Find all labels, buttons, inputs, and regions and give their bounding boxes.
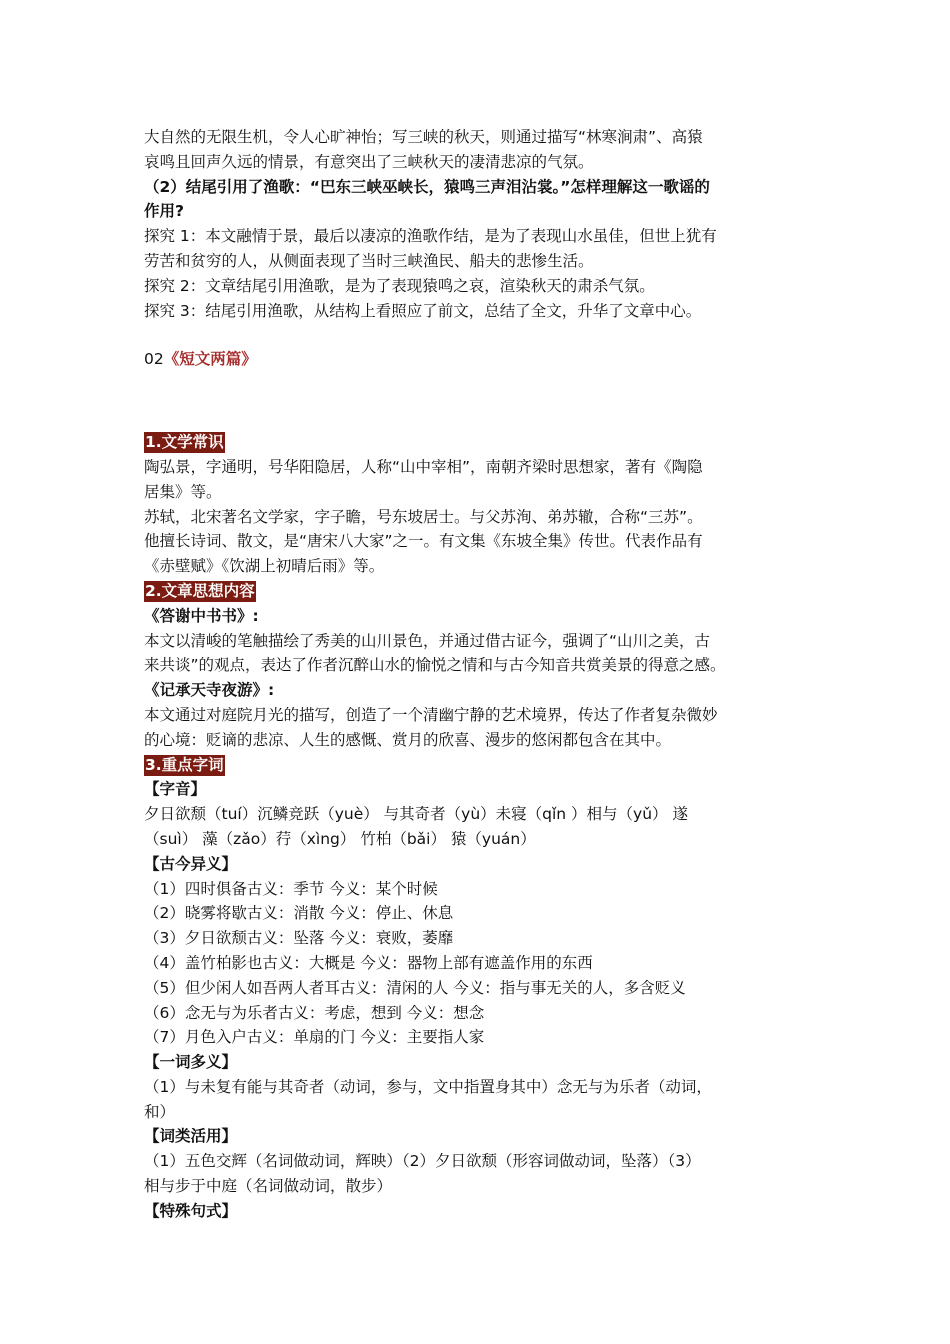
text-line: （5）但少闲人如吾两人者耳古义：清闲的人 今义：指与事无关的人，多含贬义	[144, 978, 686, 997]
passage-summary	[144, 125, 804, 175]
document-page	[144, 125, 804, 1224]
literary-knowledge	[144, 455, 804, 579]
text-line: 夕日欲颓（tuí）沉鳞竞跃（yuè） 与其奇者（yù）未寝（qǐn ）相与（yǔ） 遂	[144, 805, 688, 824]
heading-key-words: 3.重点字词	[145, 755, 224, 774]
text-line: （3）夕日欲颓古义：坠落 今义：衰败，萎靡	[144, 929, 454, 948]
text-line: 来共谈”的观点，表达了作者沉醉山水的愉悦之情和与古今知音共赏美景的得意之感。	[144, 656, 726, 675]
text-line: 探究 3：结尾引用渔歌，从结构上看照应了前文，总结了全文，升华了文章中心。	[144, 301, 702, 320]
text-line: 的心境：贬谪的悲凉、人生的感慨、赏月的欣喜、漫步的悠闲都包含在其中。	[144, 730, 672, 749]
text-line: 本文通过对庭院月光的描写，创造了一个清幽宁静的艺术境界，传达了作者复杂微妙	[144, 705, 718, 724]
subtitle-jctsyy: 《记承天寺夜游》:	[144, 681, 275, 700]
special-sentence-title: 【特殊句式】	[144, 1201, 238, 1220]
text-line: 苏轼，北宋著名文学家，字子瞻，号东坡居士。与父苏洵、弟苏辙，合称“三苏”。	[144, 507, 703, 526]
question-2	[144, 175, 804, 225]
text-line: （suì） 藻（zǎo）荇（xìng） 竹柏（bǎi） 猿（yuán）	[144, 829, 536, 848]
text-line: （7）月色入户古义：单扇的门 今义：主要指人家	[144, 1028, 485, 1047]
text-line: 大自然的无限生机，令人心旷神怡；写三峡的秋天，则通过描写“林寒涧肃”、高猿	[144, 128, 703, 146]
text-line: 探究 2：文章结尾引用渔歌，是为了表现猿鸣之哀，渲染秋天的肃杀气氛。	[144, 276, 655, 295]
pronunciation-title: 【字音】	[144, 780, 207, 799]
text-line: （1）四时俱备古义：季节 今义：某个时候	[144, 879, 438, 898]
explore-answers	[144, 224, 804, 323]
question-line: 作用?	[144, 202, 184, 221]
polysemy-title: 【一词多义】	[144, 1053, 238, 1072]
ancient-modern-title: 【古今异义】	[144, 854, 238, 873]
text-line: （1）五色交辉（名词做动词，辉映）（2）夕日欲颓（形容词做动词，坠落）（3）	[144, 1152, 701, 1171]
text-line: 本文以清峻的笔触描绘了秀美的山川景色，并通过借古证今，强调了“山川之美，古	[144, 631, 711, 650]
text-line: （4）盖竹柏影也古义：大概是 今义：器物上部有遮盖作用的东西	[144, 953, 593, 972]
heading-thought-content: 2.文章思想内容	[145, 581, 255, 600]
text-line: 陶弘景，字通明，号华阳隐居，人称“山中宰相”，南朝齐梁时思想家，著有《陶隐	[144, 457, 703, 476]
text-line: 探究 1：本文融情于景，最后以凄凉的渔歌作结，是为了表现山水虽佳，但世上犹有	[144, 227, 717, 246]
text-line: 劳苦和贫穷的人，从侧面表现了当时三峡渔民、船夫的悲惨生活。	[144, 251, 594, 270]
section-title	[144, 347, 804, 372]
text-line: 哀鸣且回声久远的情景，有意突出了三峡秋天的凄清悲凉的气氛。	[144, 152, 594, 171]
question-line: （2）结尾引用了渔歌：“巴东三峡巫峡长，猿鸣三声泪沾裳。”怎样理解这一歌谣的	[144, 177, 710, 196]
heading-literary-knowledge: 1.文学常识	[145, 433, 224, 452]
text-line: 居集》等。	[144, 482, 222, 501]
word-class-title: 【词类活用】	[144, 1127, 238, 1146]
subtitle-dxzss: 《答谢中书书》:	[144, 606, 259, 625]
text-line: 他擅长诗词、散文，是“唐宋八大家”之一。有文集《东坡全集》传世。代表作品有	[144, 532, 703, 551]
section-number: 02	[144, 350, 164, 369]
text-line: 和）	[144, 1102, 176, 1121]
section-name: 《短文两篇》	[163, 350, 257, 369]
text-line: 相与步于中庭（名词做动词，散步）	[144, 1177, 393, 1196]
text-line: 《赤壁赋》《饮湖上初晴后雨》等。	[144, 557, 385, 576]
text-line: （1）与未复有能与其奇者（动词，参与，文中指置身其中）念无与为乐者（动词，	[144, 1077, 712, 1096]
text-line: （2）晓雾将歇古义：消散 今义：停止、休息	[144, 904, 454, 923]
text-line: （6）念无与为乐者古义：考虑，想到 今义：想念	[144, 1003, 485, 1022]
